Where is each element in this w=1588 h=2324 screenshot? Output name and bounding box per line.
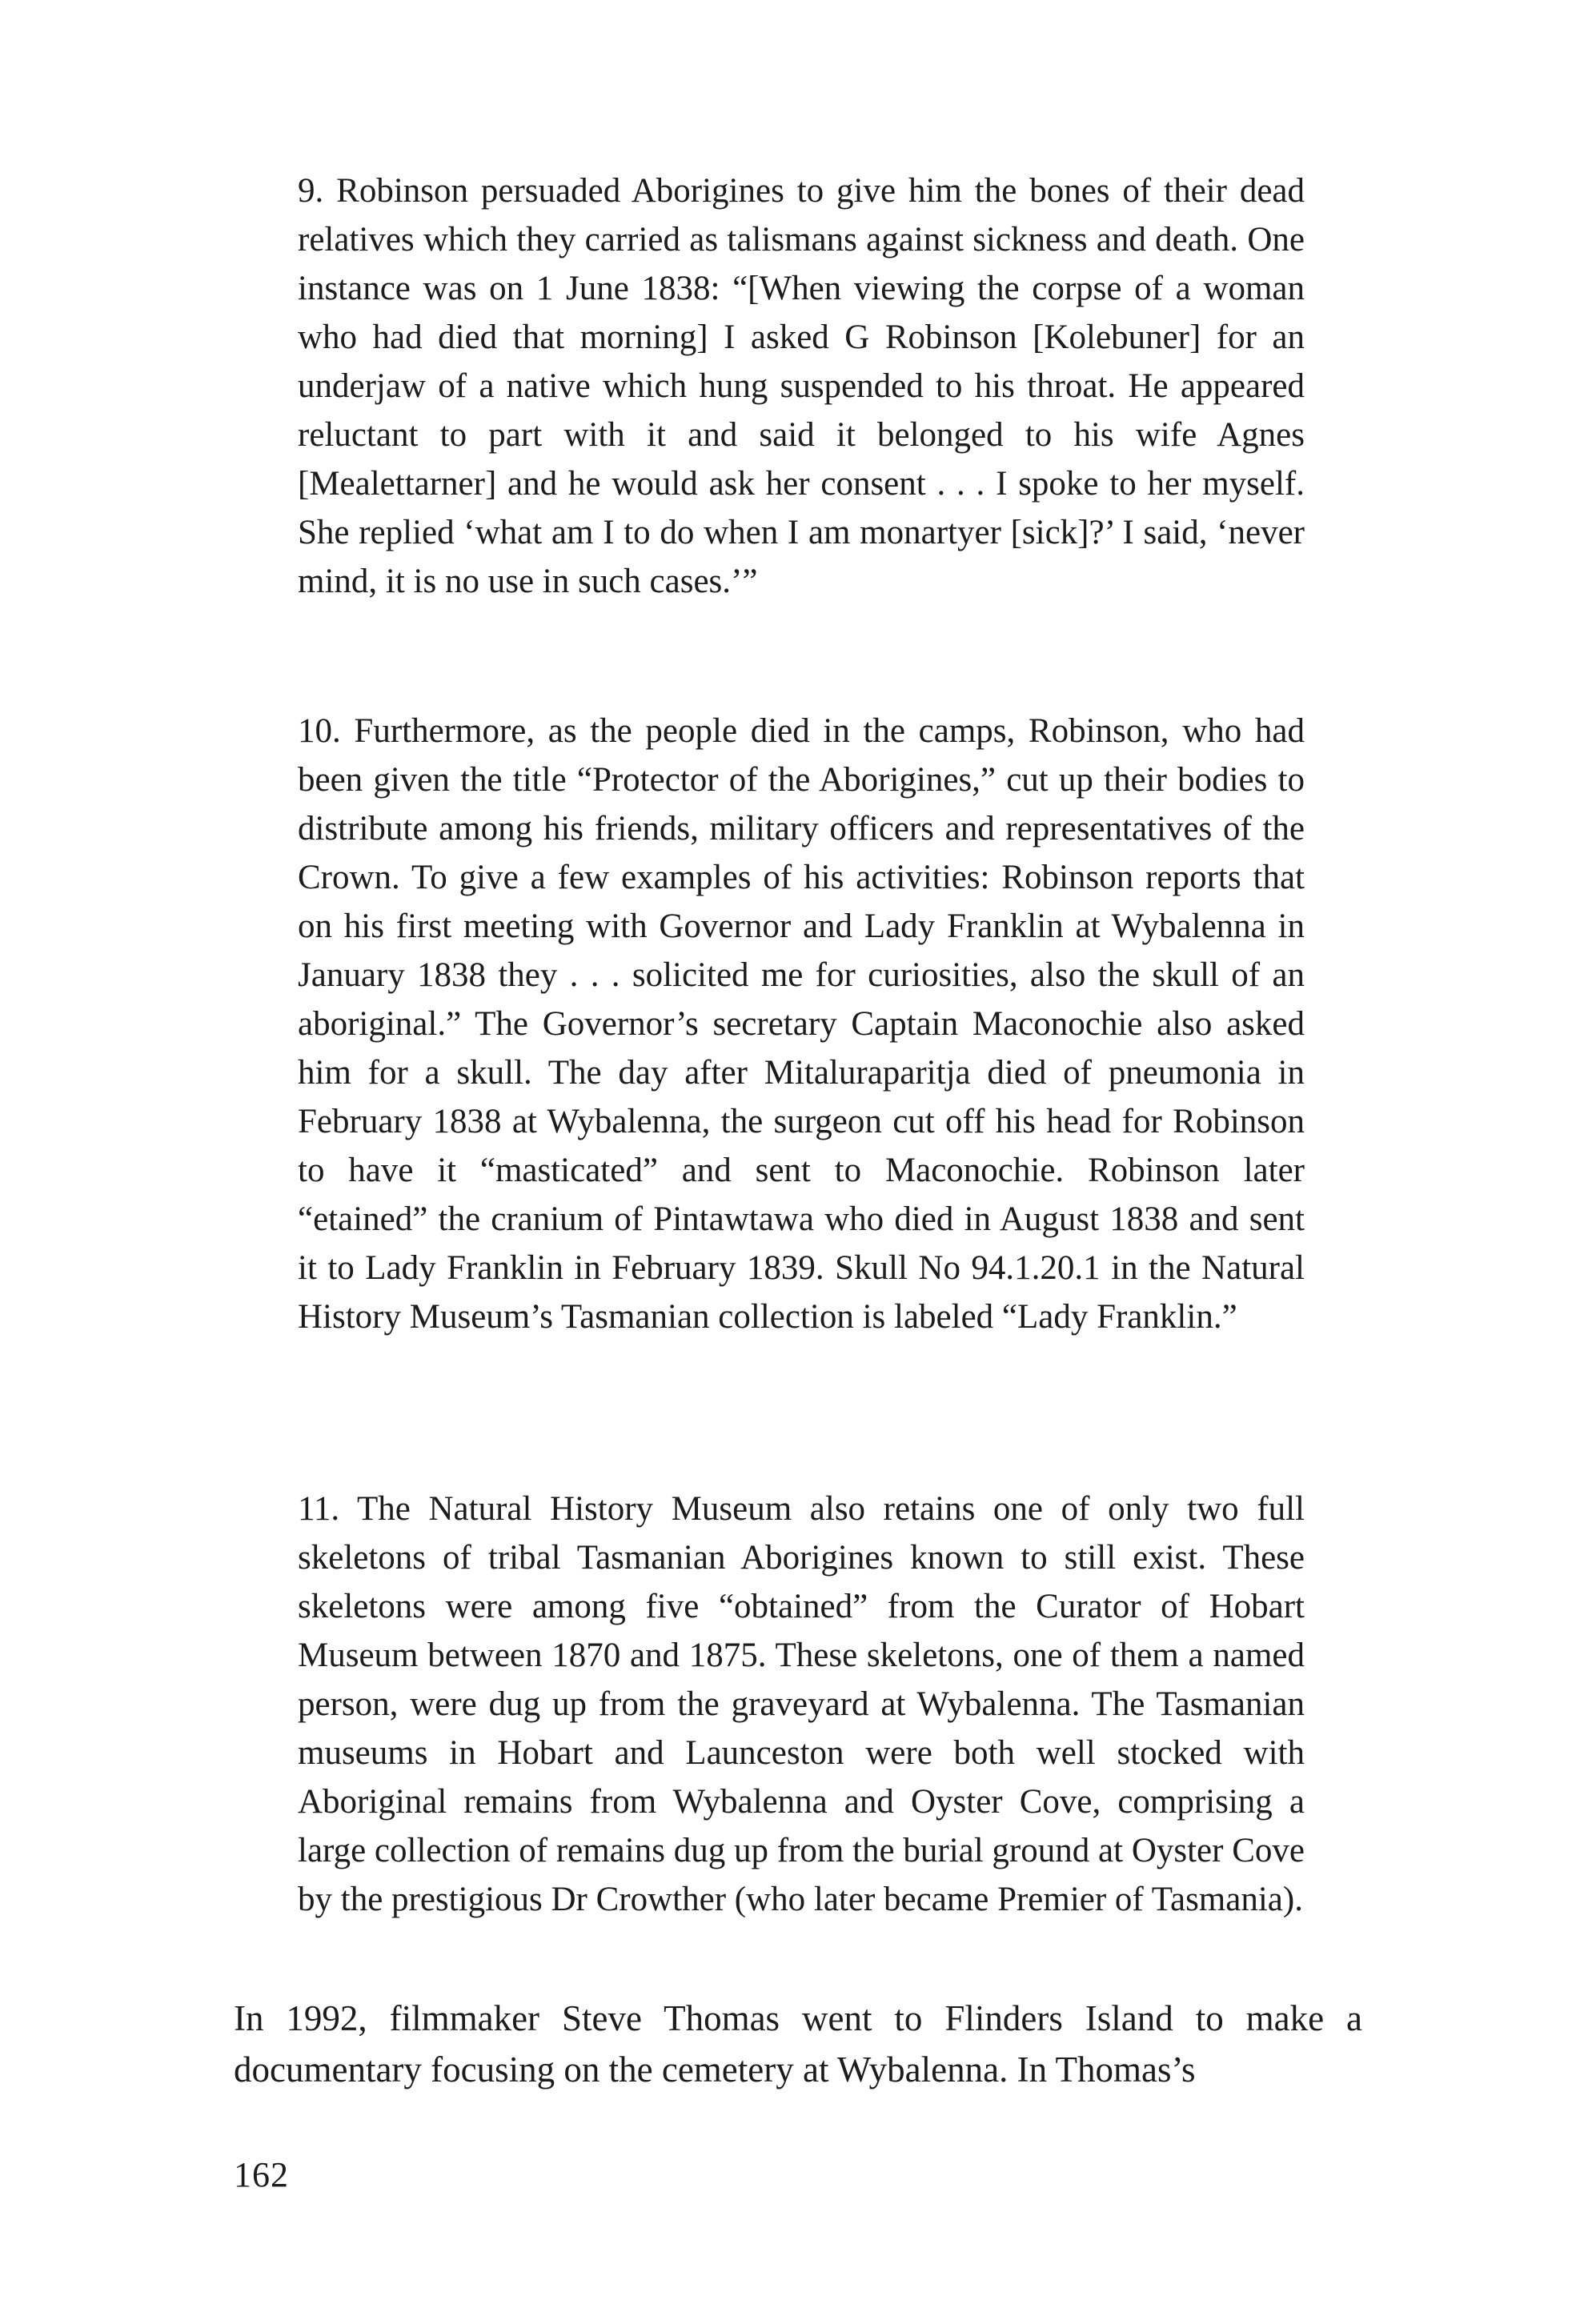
note-9-block-quote: 9. Robinson persuaded Aborigines to give him the bones of their dead relatives which they carried as talismans against sickness and death. One instance was on 1 June 1838: “[When viewing the corpse of a woman who had died that morning] I asked G Robinson [Kolebuner] for an underjaw of a native which hung suspended to his throat. He appeared reluctant to part with it and said it belonged to his wife Agnes [Mealettarner] and he would ask her consent . . . I spoke to her myself. She replied ‘what am I to do when I am monartyer [sick]?’ I said, ‘never mind, it is no use in such cases.’” <box>298 172 1305 600</box>
note-10-block-quote: 10. Furthermore, as the people died in the camps, Robinson, who had been given the title “Protector of the Aborigines,” cut up their bodies to distribute among his friends, military officers and representatives of the Crown. To give a few examples of his activities: Robinson reports that on his first meeting with Governor and Lady Franklin at Wybalenna in January 1838 they . . . solicited me for curiosities, also the skull of an aboriginal.” The Governor’s secretary Captain Maconochie also asked him for a skull. The day after Mitaluraparitja died of pneumonia in February 1838 at Wybalenna, the surgeon cut off his head for Robinson to have it “masticated” and sent to Maconochie. Robinson later “etained” the cranium of Pintawtawa who died in August 1838 and sent it to Lady Franklin in February 1839. Skull No 94.1.20.1 in the Natural History Museum’s Tasmanian collection is labeled “Lady Franklin.” <box>298 712 1305 1336</box>
page-number: 162 <box>234 2155 289 2194</box>
note-11-block-quote: 11. The Natural History Museum also retains one of only two full skeletons of tribal Tasmanian Aborigines known to still exist. These skeletons were among five “obtained” from the Curator of Hobart Museum between 1870 and 1875. These skeletons, one of them a named person, were dug up from the graveyard at Wybalenna. The Tasmanian museums in Hobart and Launceston were both well stocked with Aboriginal remains from Wybalenna and Oyster Cove, comprising a large collection of remains dug up from the burial ground at Oyster Cove by the prestigious Dr Crowther (who later became Premier of Tasmania). <box>298 1490 1305 1918</box>
body-paragraph: In 1992, filmmaker Steve Thomas went to Flinders Island to make a documentary focusing on the cemetery at Wybalenna. In Thomas’s <box>234 1998 1362 2090</box>
